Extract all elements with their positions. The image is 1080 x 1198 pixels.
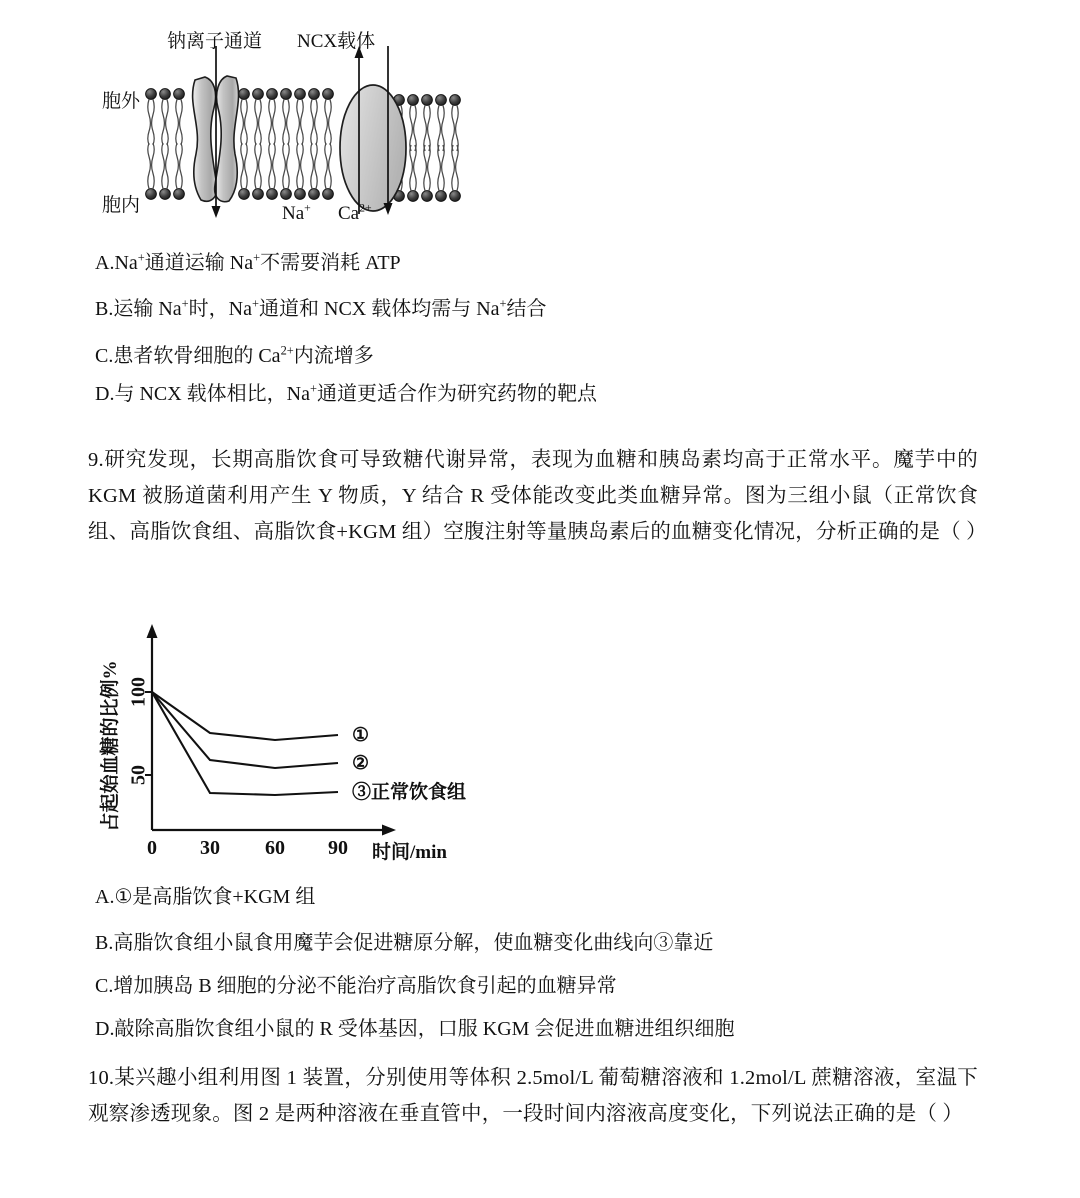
x-tick-90: 90 [328, 837, 348, 859]
q8-option-c: C.患者软骨细胞的 $Ca^{2+}$内流增多 [95, 343, 374, 367]
y-axis [145, 624, 158, 830]
ncx-carrier-protein [340, 85, 406, 211]
q9-option-a: A.①是高脂饮食+KGM 组 [95, 886, 316, 908]
q10-stem: 10.某兴趣小组利用图 1 装置，分别使用等体积 2.5mol/L 葡萄糖溶液和 1.2mol/L 蔗糖溶液，室温下观察渗透现象。图 2 是两种溶液在垂直管中，一段时间内溶液高度变化，下列说法正确的是（ ） [88, 1067, 978, 1125]
q8-option-d: D.与 NCX 载体相比，Na+通道更适合作为研究药物的靶点 [95, 381, 597, 405]
blood-glucose-line-chart [96, 618, 496, 868]
legend-series-1: ① [352, 725, 370, 746]
y-axis-title: 占起始血糖的比例% [100, 660, 121, 832]
na-ion-label: Na+ [282, 201, 311, 224]
series-line-2 [152, 692, 338, 768]
q9-stem: 9.研究发现，长期高脂饮食可导致糖代谢异常，表现为血糖和胰岛素均高于正常水平。魔芋中的 KGM 被肠道菌利用产生 Y 物质，Y 结合 R 受体能改变此类血糖异常。图为三组小鼠（正常饮食组、高脂饮食组、高脂饮食+KGM 组）空腹注射等量胰岛素后的血糖变化情况，分析正确的是（ ） [88, 449, 987, 543]
x-tick-60: 60 [265, 837, 285, 859]
extracellular-label: 胞外 [102, 91, 141, 112]
q9-option-b: B.高脂饮食组小鼠食用魔芋会促进糖原分解，使血糖变化曲线向③靠近 [95, 932, 714, 954]
ncx-carrier-label: NCX载体 [297, 31, 376, 52]
y-tick-50: 50 [127, 765, 150, 785]
series-line-3 [152, 692, 338, 795]
q8-option-a: A.Na+通道运输 Na+不需要消耗 ATP [95, 250, 401, 274]
y-tick-100: 100 [127, 677, 150, 707]
legend-series-3: ③正常饮食组 [352, 782, 467, 803]
intracellular-label: 胞内 [102, 195, 141, 216]
x-axis-title: 时间/min [372, 842, 447, 863]
legend-series-2: ② [352, 753, 370, 774]
q9-option-d: D.敲除高脂饮食组小鼠的 R 受体基因，口服 KGM 会促进血糖进组织细胞 [95, 1018, 735, 1040]
membrane-diagram [92, 8, 562, 236]
ca-ion-label: $Ca^{2+}$ [338, 201, 372, 224]
q8-option-b: B.运输 Na+时，Na+通道和 NCX 载体均需与 Na+结合 [95, 296, 547, 320]
x-axis [152, 825, 396, 836]
sodium-channel-label: 钠离子通道 [167, 31, 263, 52]
q9-option-c: C.增加胰岛 B 细胞的分泌不能治疗高脂饮食引起的血糖异常 [95, 975, 617, 997]
series-line-1 [152, 692, 338, 740]
chart-svg [96, 618, 496, 868]
x-tick-0: 0 [147, 837, 157, 859]
x-tick-30: 30 [200, 837, 220, 859]
